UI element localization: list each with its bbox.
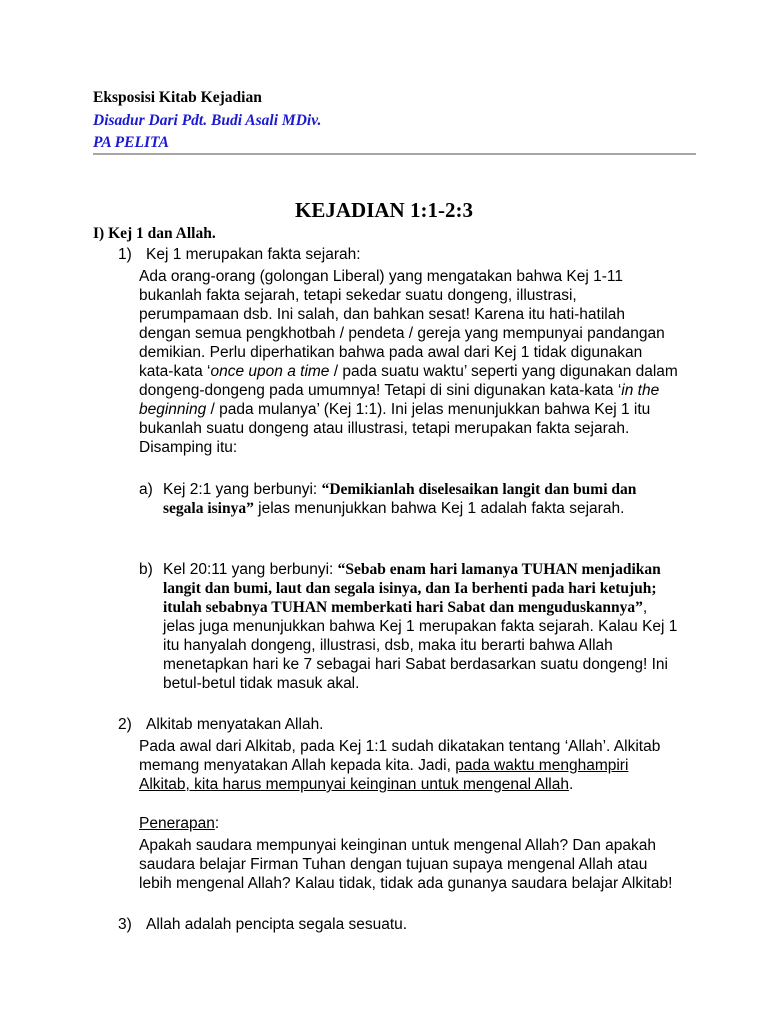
- item-1-paragraph-part-3: / pada mulanya’ (Kej 1:1). Ini jelas menunjukkan bahwa Kej 1 itu bukanlah suatu dongeng atau illustrasi, tetapi merupakan fakta sejarah. Disamping itu:: [139, 401, 651, 456]
- item-3-heading: [118, 915, 407, 934]
- item-2-application-text: Apakah saudara mempunyai keinginan untuk mengenal Allah? Dan apakah saudara belajar Firman Tuhan dengan tujuan supaya mengenal Allah atau lebih mengenal Allah? Kalau tidak, tidak ada gunanya saudara belajar Alkitab!: [139, 837, 673, 892]
- item-1-paragraph-emphasis-1: once upon a time: [210, 363, 330, 380]
- document-title: KEJADIAN 1:1-2:3: [295, 198, 473, 222]
- header-org: PA PELITA: [93, 134, 169, 151]
- item-1-sub-b-tail: , jelas juga menunjukkan bahwa Kej 1 merupakan fakta sejarah. Kalau Kej 1 itu hanyalah dongeng, illustrasi, dsb, maka itu berarti bahwa Allah menetapkan hari ke 7 sebagai hari Sabat berdasarkan suatu dongeng! Ini betul-betul tidak masuk akal.: [163, 599, 678, 692]
- header-title: Eksposisi Kitab Kejadian: [93, 89, 262, 106]
- item-1-sub-b-quote: “Sebab enam hari lamanya TUHAN menjadikan langit dan bumi, laut dan segala isinya, dan Ia berhenti pada hari ketujuh; itulah sebabnya TUHAN memberkati hari Sabat dan menguduskannya”: [163, 561, 661, 616]
- item-2-application-heading: [139, 814, 679, 833]
- item-1-paragraph-emphasis-2: in the beginning: [139, 382, 660, 418]
- header-subtitle: Disadur Dari Pdt. Budi Asali MDiv.: [93, 112, 322, 129]
- item-2-paragraph-lead: Pada awal dari Alkitab, pada Kej 1:1 sudah dikatakan tentang ‘Allah’. Alkitab memang menyatakan Allah kepada kita. Jadi,: [139, 738, 661, 774]
- item-1-sub-b: [139, 560, 679, 693]
- item-1-number: 1): [118, 246, 132, 263]
- item-1-sub-a-tail: jelas menunjukkan bahwa Kej 1 adalah fakta sejarah.: [253, 500, 625, 517]
- item-1-sub-b-label: b): [139, 561, 153, 578]
- item-1-sub-a-quote: “Demikianlah diselesaikan langit dan bumi dan segala isinya”: [163, 481, 637, 517]
- header-divider: [93, 153, 696, 155]
- item-1-sub-b-lead: Kel 20:11 yang berbunyi:: [163, 561, 338, 578]
- item-2-application-colon: :: [214, 815, 220, 832]
- item-1-paragraph-part-1: Ada orang-orang (golongan Liberal) yang mengatakan bahwa Kej 1-11 bukanlah fakta sejarah, tetapi sekedar suatu dongeng, illustrasi, perumpamaan dsb. Ini salah, dan bahkan sesat! Karena itu hati-hatilah dengan semua pengkhotbah / pendeta / gereja yang mempunyai pandangan demikian. Perlu diperhatikan bahwa pada awal dari Kej 1 tidak digunakan kata-kata ‘: [139, 268, 665, 380]
- item-1-sub-a-lead: Kej 2:1 yang berbunyi:: [163, 481, 322, 498]
- item-1-paragraph-part-2: / pada suatu waktu’ seperti yang digunakan dalam dongeng-dongeng pada umumnya! Tetapi di sini digunakan kata-kata ‘: [139, 363, 678, 399]
- item-1-heading-text: Kej 1 merupakan fakta sejarah:: [146, 246, 361, 263]
- item-3-heading-text: Allah adalah pencipta segala sesuatu.: [146, 916, 408, 933]
- item-2-heading-text: Alkitab menyatakan Allah.: [146, 716, 324, 733]
- item-1-sub-a-label: a): [139, 481, 153, 498]
- item-2-paragraph-underlined: pada waktu menghampiri Alkitab, kita harus mempunyai keinginan untuk mengenal Allah: [139, 757, 629, 793]
- item-2-paragraph: [139, 737, 679, 794]
- section-heading: I) Kej 1 dan Allah.: [93, 225, 216, 242]
- item-1-heading: [118, 245, 361, 264]
- item-1-paragraph: [139, 267, 679, 457]
- item-1-sub-a: [139, 480, 679, 518]
- item-3-number: 3): [118, 916, 132, 933]
- item-2-heading: [118, 715, 324, 734]
- item-2-number: 2): [118, 716, 132, 733]
- item-2-application-label: Penerapan: [139, 815, 215, 832]
- item-2-paragraph-end: .: [568, 776, 574, 793]
